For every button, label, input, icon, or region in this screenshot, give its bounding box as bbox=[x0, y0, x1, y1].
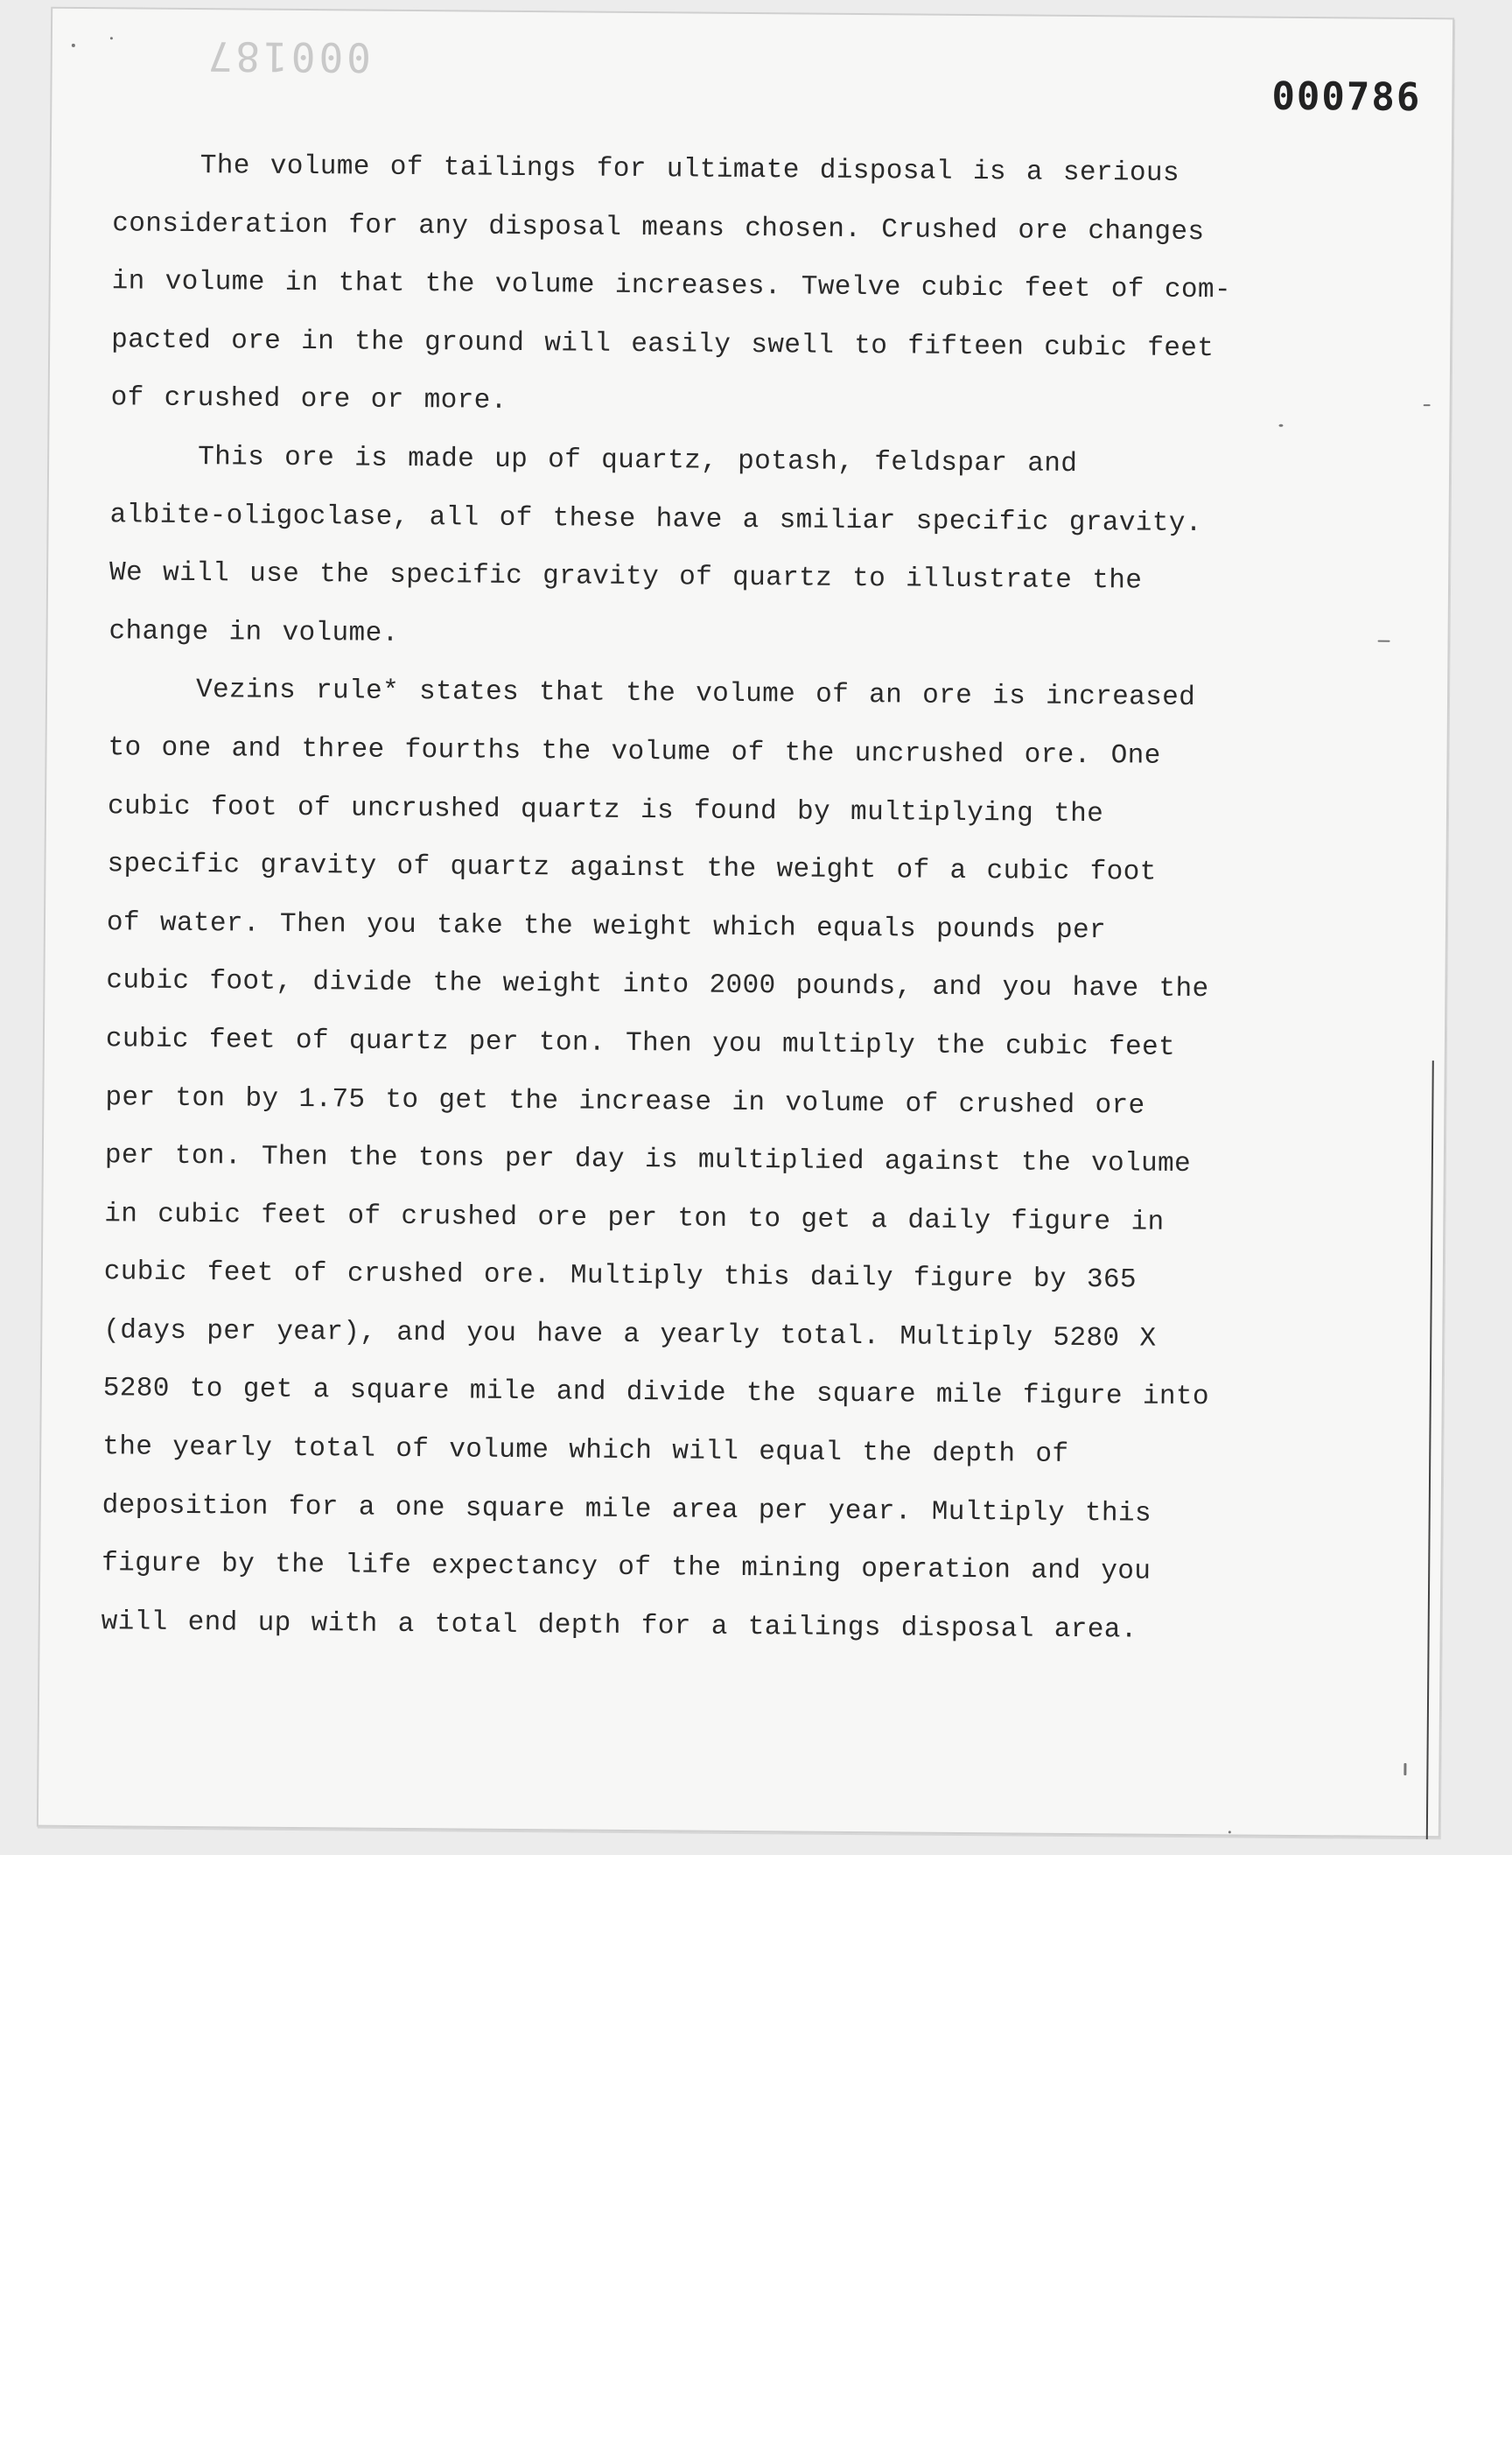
document-sheet bbox=[37, 7, 1454, 1838]
paragraph-tailings-volume: The volume of tailings for ultimate disposal is a serious consideration for any disposal means chosen. Crushed ore changes in volume in that the volume increases. Twelve cubic feet of com- pacted ore in the ground will easily swell to fifteen cubic feet of crushed ore or more. bbox=[110, 150, 1232, 417]
page-number: 000786 bbox=[1271, 74, 1422, 121]
scan-speck bbox=[72, 44, 75, 47]
scan-speck bbox=[1228, 1830, 1231, 1833]
scan-speck bbox=[1378, 640, 1390, 642]
paragraph-vezins-rule: Vezins rule* states that the volume of an ore is increased to one and three fourths the volume of the uncrushed ore. One cubic foot of uncrushed quartz is found by multiplying the specific gravity of quartz against the weight of a cubic foot of water. Then you take the weight which equals pounds per cubic foot, divide the weight into 2000 pounds, and you have the cubic feet of quartz per ton. Then you multiply the cubic feet per ton by 1.75 to get the increase in volume of crushed ore per ton. Then the tons per day is multiplied against the volume in cubic feet of crushed ore per ton to get a daily figure in cubic feet of crushed ore. Multiply this daily figure by 365 (days per year), and you have a yearly total. Multiply 5280 X 5280 to get a square mile and divide the square mile figure into the yearly total of volume which will equal the depth of deposition for a one square mile area per year. Multiply this figure by the life expectancy of the mining operation and you will end up with a total depth for a tailings disposal area. bbox=[101, 675, 1210, 1646]
scan-speck bbox=[1424, 404, 1431, 406]
margin-rule-line bbox=[1426, 1060, 1434, 1839]
paragraph-ore-composition: This ore is made up of quartz, potash, feldspar and albite-oligoclase, all of these have a smiliar specific gravity. We will use the specific gravity of quartz to illustrate the change in volume. bbox=[108, 442, 1202, 649]
body-text bbox=[101, 136, 1364, 1662]
scan-speck bbox=[110, 37, 113, 39]
scan-speck bbox=[1278, 424, 1283, 427]
bleed-through-page-number: 000187 bbox=[204, 32, 372, 81]
scan-speck bbox=[1404, 1763, 1406, 1775]
